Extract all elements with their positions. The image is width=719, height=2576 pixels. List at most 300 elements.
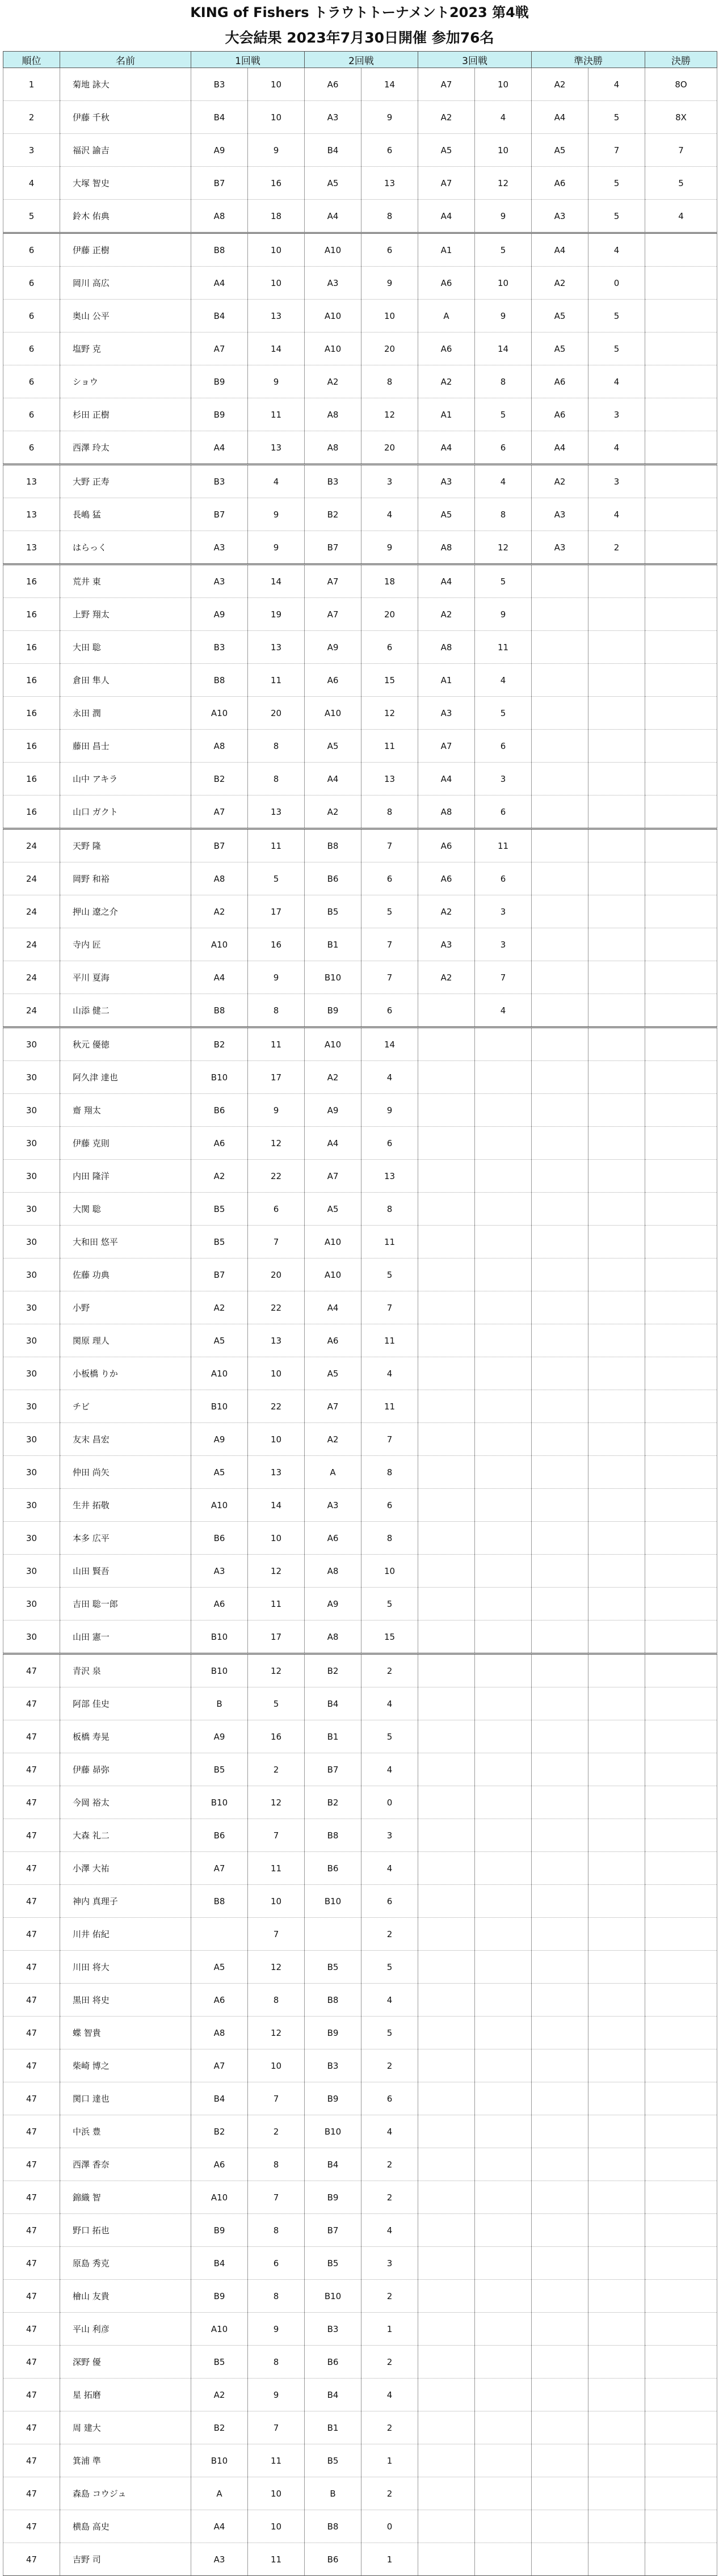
final-cell <box>645 697 717 730</box>
name-cell: 山田 憲一 <box>60 1620 191 1654</box>
rank-cell: 47 <box>3 2017 60 2049</box>
round1-spot-cell: B8 <box>191 233 248 267</box>
final-cell <box>645 1423 717 1456</box>
semifinal-count-cell <box>588 2280 645 2313</box>
round2-spot-cell: B <box>305 2477 361 2510</box>
final-cell <box>645 2247 717 2280</box>
table-row <box>3 2379 717 2411</box>
round2-count-cell: 5 <box>361 2017 418 2049</box>
round1-spot-cell: B5 <box>191 2346 248 2379</box>
name-cell: 永田 潤 <box>60 697 191 730</box>
semifinal-count-cell <box>588 2247 645 2280</box>
semifinal-spot-cell <box>532 1984 588 2017</box>
final-cell <box>645 398 717 431</box>
semifinal-count-cell: 7 <box>588 134 645 167</box>
name-cell: 板橋 寿晃 <box>60 1720 191 1753</box>
semifinal-spot-cell: A2 <box>532 465 588 498</box>
semifinal-spot-cell <box>532 829 588 862</box>
rank-cell: 30 <box>3 1456 60 1489</box>
semifinal-count-cell <box>588 1753 645 1786</box>
round1-spot-cell: A9 <box>191 1720 248 1753</box>
semifinal-spot-cell <box>532 2510 588 2543</box>
semifinal-spot-cell: A3 <box>532 498 588 531</box>
semifinal-spot-cell <box>532 1160 588 1193</box>
semifinal-spot-cell <box>532 2444 588 2477</box>
table-row <box>3 101 717 134</box>
semifinal-count-cell <box>588 1390 645 1423</box>
round2-count-cell: 10 <box>361 300 418 332</box>
round1-count-cell: 10 <box>248 267 305 300</box>
table-row <box>3 1852 717 1885</box>
name-cell: 鈴木 佑典 <box>60 200 191 233</box>
round3-spot-cell <box>418 2280 475 2313</box>
table-row <box>3 233 717 267</box>
semifinal-count-cell: 0 <box>588 267 645 300</box>
table-row <box>3 498 717 531</box>
round2-spot-cell: B7 <box>305 531 361 565</box>
semifinal-count-cell <box>588 1588 645 1620</box>
round1-spot-cell: B6 <box>191 1094 248 1127</box>
round3-spot-cell <box>418 2444 475 2477</box>
name-cell: 檜山 友貴 <box>60 2280 191 2313</box>
round3-spot-cell <box>418 1819 475 1852</box>
semifinal-count-cell <box>588 2214 645 2247</box>
round1-spot-cell: B10 <box>191 1061 248 1094</box>
name-cell: 川田 将大 <box>60 1951 191 1984</box>
round2-count-cell: 8 <box>361 1193 418 1226</box>
round2-count-cell: 11 <box>361 730 418 763</box>
name-cell: 原島 秀克 <box>60 2247 191 2280</box>
round2-count-cell: 4 <box>361 498 418 531</box>
semifinal-count-cell: 5 <box>588 167 645 200</box>
round2-count-cell: 8 <box>361 1456 418 1489</box>
round2-count-cell: 4 <box>361 1687 418 1720</box>
round2-count-cell: 5 <box>361 1951 418 1984</box>
round2-spot-cell: B10 <box>305 2280 361 2313</box>
name-cell: 杉田 正樹 <box>60 398 191 431</box>
semifinal-count-cell: 4 <box>588 431 645 465</box>
header-round3: 3回戦 <box>418 52 532 68</box>
semifinal-count-cell <box>588 1291 645 1324</box>
semifinal-spot-cell <box>532 1258 588 1291</box>
final-cell <box>645 2280 717 2313</box>
round1-spot-cell: A8 <box>191 2017 248 2049</box>
round3-count-cell: 11 <box>475 631 532 664</box>
semifinal-count-cell <box>588 1324 645 1357</box>
name-cell: 錦織 智 <box>60 2181 191 2214</box>
round1-count-cell: 13 <box>248 1456 305 1489</box>
final-cell <box>645 365 717 398</box>
final-cell <box>645 994 717 1028</box>
round3-spot-cell <box>418 1885 475 1918</box>
round1-spot-cell: A <box>191 2477 248 2510</box>
round1-spot-cell: A2 <box>191 895 248 928</box>
name-cell: 深野 優 <box>60 2346 191 2379</box>
rank-cell: 16 <box>3 598 60 631</box>
round2-spot-cell: A9 <box>305 1094 361 1127</box>
semifinal-spot-cell: A5 <box>532 332 588 365</box>
final-cell <box>645 862 717 895</box>
rank-cell: 47 <box>3 2411 60 2444</box>
rank-cell: 30 <box>3 1489 60 1522</box>
rank-cell: 47 <box>3 1984 60 2017</box>
final-cell: 8X <box>645 101 717 134</box>
final-cell <box>645 431 717 465</box>
name-cell: 齋 翔太 <box>60 1094 191 1127</box>
rank-cell: 5 <box>3 200 60 233</box>
round2-count-cell: 9 <box>361 267 418 300</box>
semifinal-count-cell: 4 <box>588 498 645 531</box>
round1-count-cell: 9 <box>248 961 305 994</box>
round2-spot-cell: A3 <box>305 1489 361 1522</box>
round1-count-cell: 8 <box>248 2280 305 2313</box>
name-cell: 横島 高史 <box>60 2510 191 2543</box>
final-cell <box>645 267 717 300</box>
round3-count-cell: 10 <box>475 267 532 300</box>
round3-count-cell <box>475 1094 532 1127</box>
semifinal-spot-cell <box>532 1786 588 1819</box>
round3-count-cell: 9 <box>475 598 532 631</box>
rank-cell: 47 <box>3 2543 60 2576</box>
rank-cell: 47 <box>3 1918 60 1951</box>
semifinal-count-cell <box>588 1357 645 1390</box>
round1-count-cell: 22 <box>248 1160 305 1193</box>
round1-spot-cell: A6 <box>191 1984 248 2017</box>
semifinal-count-cell: 3 <box>588 398 645 431</box>
round2-count-cell: 1 <box>361 2313 418 2346</box>
table-row <box>3 2082 717 2115</box>
name-cell: 今岡 裕太 <box>60 1786 191 1819</box>
name-cell: 仲田 尚矢 <box>60 1456 191 1489</box>
name-cell: 星 拓磨 <box>60 2379 191 2411</box>
round1-count-cell: 22 <box>248 1291 305 1324</box>
round2-count-cell: 5 <box>361 1720 418 1753</box>
round1-count-cell: 7 <box>248 2411 305 2444</box>
round1-spot-cell: B4 <box>191 300 248 332</box>
final-cell <box>645 1819 717 1852</box>
semifinal-count-cell <box>588 994 645 1028</box>
table-row <box>3 1357 717 1390</box>
header-rank: 順位 <box>3 52 60 68</box>
table-row <box>3 1324 717 1357</box>
round1-spot-cell: A7 <box>191 795 248 829</box>
round3-count-cell: 6 <box>475 730 532 763</box>
round1-count-cell: 7 <box>248 1918 305 1951</box>
round2-count-cell: 13 <box>361 167 418 200</box>
semifinal-spot-cell <box>532 1291 588 1324</box>
rank-cell: 30 <box>3 1390 60 1423</box>
table-row <box>3 332 717 365</box>
round2-count-cell: 3 <box>361 465 418 498</box>
round1-spot-cell: A2 <box>191 1291 248 1324</box>
round2-spot-cell: B1 <box>305 1720 361 1753</box>
semifinal-spot-cell <box>532 2247 588 2280</box>
rank-cell: 16 <box>3 795 60 829</box>
round1-count-cell: 7 <box>248 1819 305 1852</box>
semifinal-spot-cell: A3 <box>532 531 588 565</box>
semifinal-count-cell <box>588 829 645 862</box>
rank-cell: 6 <box>3 233 60 267</box>
rank-cell: 30 <box>3 1160 60 1193</box>
table-row <box>3 2543 717 2576</box>
final-cell <box>645 300 717 332</box>
round2-count-cell: 2 <box>361 2477 418 2510</box>
rank-cell: 47 <box>3 1885 60 1918</box>
round3-count-cell <box>475 2148 532 2181</box>
semifinal-spot-cell <box>532 1094 588 1127</box>
round3-count-cell <box>475 2017 532 2049</box>
round1-spot-cell: A3 <box>191 1555 248 1588</box>
semifinal-count-cell <box>588 2411 645 2444</box>
round1-spot-cell: B2 <box>191 1028 248 1061</box>
semifinal-count-cell <box>588 961 645 994</box>
table-row <box>3 2148 717 2181</box>
round3-spot-cell <box>418 1028 475 1061</box>
rank-cell: 6 <box>3 398 60 431</box>
round2-count-cell: 12 <box>361 697 418 730</box>
semifinal-count-cell: 5 <box>588 300 645 332</box>
name-cell: はらっく <box>60 531 191 565</box>
round2-spot-cell: A10 <box>305 300 361 332</box>
name-cell: 佐藤 功典 <box>60 1258 191 1291</box>
round2-spot-cell: A7 <box>305 598 361 631</box>
round3-count-cell <box>475 1885 532 1918</box>
round1-count-cell: 10 <box>248 101 305 134</box>
table-row <box>3 1258 717 1291</box>
semifinal-spot-cell <box>532 664 588 697</box>
round2-spot-cell: A6 <box>305 664 361 697</box>
round1-spot-cell: A6 <box>191 2148 248 2181</box>
round2-spot-cell: A7 <box>305 1390 361 1423</box>
round1-count-cell: 13 <box>248 300 305 332</box>
round1-spot-cell: A7 <box>191 332 248 365</box>
name-cell: 天野 隆 <box>60 829 191 862</box>
table-row <box>3 1028 717 1061</box>
round2-spot-cell: B5 <box>305 2247 361 2280</box>
round2-spot-cell: A4 <box>305 1291 361 1324</box>
name-cell: 山添 健二 <box>60 994 191 1028</box>
round3-count-cell <box>475 2346 532 2379</box>
round1-spot-cell: B10 <box>191 1786 248 1819</box>
semifinal-count-cell <box>588 1620 645 1654</box>
round1-spot-cell: A4 <box>191 2510 248 2543</box>
final-cell <box>645 1522 717 1555</box>
table-row <box>3 167 717 200</box>
round1-count-cell: 2 <box>248 1753 305 1786</box>
round3-count-cell <box>475 1390 532 1423</box>
round3-count-cell <box>475 1456 532 1489</box>
round2-count-cell: 20 <box>361 332 418 365</box>
round2-spot-cell: B8 <box>305 1819 361 1852</box>
round1-spot-cell: A7 <box>191 2049 248 2082</box>
semifinal-count-cell <box>588 1094 645 1127</box>
table-row <box>3 1720 717 1753</box>
results-table <box>3 51 717 2576</box>
round2-spot-cell: A6 <box>305 68 361 101</box>
final-cell <box>645 961 717 994</box>
round2-count-cell: 7 <box>361 1291 418 1324</box>
final-cell: 5 <box>645 167 717 200</box>
semifinal-spot-cell <box>532 994 588 1028</box>
round1-count-cell: 6 <box>248 1193 305 1226</box>
final-cell <box>645 730 717 763</box>
round3-count-cell: 5 <box>475 398 532 431</box>
round1-count-cell: 12 <box>248 1555 305 1588</box>
round2-spot-cell: A10 <box>305 1028 361 1061</box>
rank-cell: 30 <box>3 1258 60 1291</box>
semifinal-spot-cell: A6 <box>532 398 588 431</box>
final-cell <box>645 664 717 697</box>
round1-count-cell: 11 <box>248 1588 305 1620</box>
rank-cell: 47 <box>3 2148 60 2181</box>
rank-cell: 30 <box>3 1193 60 1226</box>
rank-cell: 16 <box>3 631 60 664</box>
name-cell: 西澤 香奈 <box>60 2148 191 2181</box>
table-row <box>3 1127 717 1160</box>
table-row <box>3 1918 717 1951</box>
final-cell <box>645 1061 717 1094</box>
round3-count-cell <box>475 1193 532 1226</box>
final-cell <box>645 332 717 365</box>
round3-spot-cell: A2 <box>418 961 475 994</box>
round3-spot-cell <box>418 1720 475 1753</box>
name-cell: 神内 真理子 <box>60 1885 191 1918</box>
round3-count-cell: 6 <box>475 795 532 829</box>
semifinal-count-cell <box>588 1028 645 1061</box>
table-row <box>3 2510 717 2543</box>
round1-count-cell: 11 <box>248 2543 305 2576</box>
final-cell <box>645 1094 717 1127</box>
semifinal-count-cell <box>588 928 645 961</box>
semifinal-spot-cell <box>532 2049 588 2082</box>
table-row <box>3 200 717 233</box>
round3-count-cell: 8 <box>475 365 532 398</box>
table-row <box>3 1160 717 1193</box>
semifinal-count-cell <box>588 1951 645 1984</box>
name-cell: 押山 遼之介 <box>60 895 191 928</box>
final-cell <box>645 1357 717 1390</box>
round3-spot-cell <box>418 1291 475 1324</box>
semifinal-count-cell: 4 <box>588 68 645 101</box>
round2-spot-cell: A8 <box>305 1620 361 1654</box>
round2-spot-cell: A4 <box>305 1127 361 1160</box>
semifinal-spot-cell <box>532 1489 588 1522</box>
semifinal-count-cell <box>588 2510 645 2543</box>
round2-spot-cell: B1 <box>305 928 361 961</box>
table-row <box>3 2444 717 2477</box>
round3-count-cell: 8 <box>475 498 532 531</box>
round3-spot-cell: A <box>418 300 475 332</box>
round3-count-cell: 4 <box>475 101 532 134</box>
rank-cell: 47 <box>3 2181 60 2214</box>
round1-spot-cell: B5 <box>191 1753 248 1786</box>
round1-count-cell: 13 <box>248 795 305 829</box>
round3-count-cell: 5 <box>475 697 532 730</box>
rank-cell: 47 <box>3 2313 60 2346</box>
round2-spot-cell: B7 <box>305 2214 361 2247</box>
semifinal-count-cell <box>588 1127 645 1160</box>
round1-spot-cell: A6 <box>191 1127 248 1160</box>
semifinal-spot-cell <box>532 795 588 829</box>
round3-count-cell <box>475 2082 532 2115</box>
round3-count-cell: 6 <box>475 431 532 465</box>
final-cell <box>645 2181 717 2214</box>
round3-count-cell: 4 <box>475 994 532 1028</box>
name-cell: 上野 翔太 <box>60 598 191 631</box>
rank-cell: 47 <box>3 1753 60 1786</box>
final-cell <box>645 1918 717 1951</box>
rank-cell: 6 <box>3 332 60 365</box>
rank-cell: 30 <box>3 1061 60 1094</box>
semifinal-count-cell <box>588 1160 645 1193</box>
round2-spot-cell: A5 <box>305 1193 361 1226</box>
rank-cell: 47 <box>3 2115 60 2148</box>
round2-count-cell: 4 <box>361 1984 418 2017</box>
round3-count-cell <box>475 1226 532 1258</box>
table-row <box>3 730 717 763</box>
round3-count-cell: 3 <box>475 895 532 928</box>
round1-count-cell: 12 <box>248 1127 305 1160</box>
round3-count-cell: 4 <box>475 664 532 697</box>
round3-spot-cell: A4 <box>418 431 475 465</box>
semifinal-count-cell <box>588 697 645 730</box>
table-row <box>3 2049 717 2082</box>
rank-cell: 47 <box>3 2280 60 2313</box>
rank-cell: 47 <box>3 2049 60 2082</box>
round1-spot-cell: A10 <box>191 1489 248 1522</box>
round2-spot-cell: A5 <box>305 730 361 763</box>
round1-spot-cell: A10 <box>191 2181 248 2214</box>
name-cell: 岡野 和裕 <box>60 862 191 895</box>
semifinal-spot-cell <box>532 2411 588 2444</box>
rank-cell: 30 <box>3 1226 60 1258</box>
final-cell <box>645 1324 717 1357</box>
round1-count-cell: 16 <box>248 167 305 200</box>
rank-cell: 24 <box>3 895 60 928</box>
final-cell <box>645 1258 717 1291</box>
table-row <box>3 2477 717 2510</box>
round1-spot-cell: B5 <box>191 1226 248 1258</box>
semifinal-count-cell: 5 <box>588 200 645 233</box>
round3-count-cell <box>475 1258 532 1291</box>
semifinal-spot-cell <box>532 1654 588 1687</box>
round1-spot-cell: A2 <box>191 1160 248 1193</box>
round3-spot-cell <box>418 1654 475 1687</box>
semifinal-count-cell <box>588 1984 645 2017</box>
semifinal-count-cell <box>588 1423 645 1456</box>
semifinal-count-cell <box>588 1687 645 1720</box>
final-cell <box>645 1127 717 1160</box>
round2-count-cell: 2 <box>361 2411 418 2444</box>
semifinal-spot-cell: A5 <box>532 300 588 332</box>
table-row <box>3 2214 717 2247</box>
table-row <box>3 531 717 565</box>
table-row <box>3 1885 717 1918</box>
semifinal-spot-cell <box>532 1522 588 1555</box>
round2-spot-cell: A4 <box>305 200 361 233</box>
round2-spot-cell: A5 <box>305 167 361 200</box>
round2-spot-cell: B9 <box>305 2017 361 2049</box>
round3-spot-cell <box>418 1423 475 1456</box>
round1-spot-cell: A5 <box>191 1324 248 1357</box>
name-cell: 生井 拓敬 <box>60 1489 191 1522</box>
round3-spot-cell: A2 <box>418 598 475 631</box>
round2-count-cell: 5 <box>361 895 418 928</box>
round1-spot-cell: A4 <box>191 961 248 994</box>
round3-count-cell <box>475 1555 532 1588</box>
final-cell <box>645 1620 717 1654</box>
round2-count-cell: 6 <box>361 862 418 895</box>
